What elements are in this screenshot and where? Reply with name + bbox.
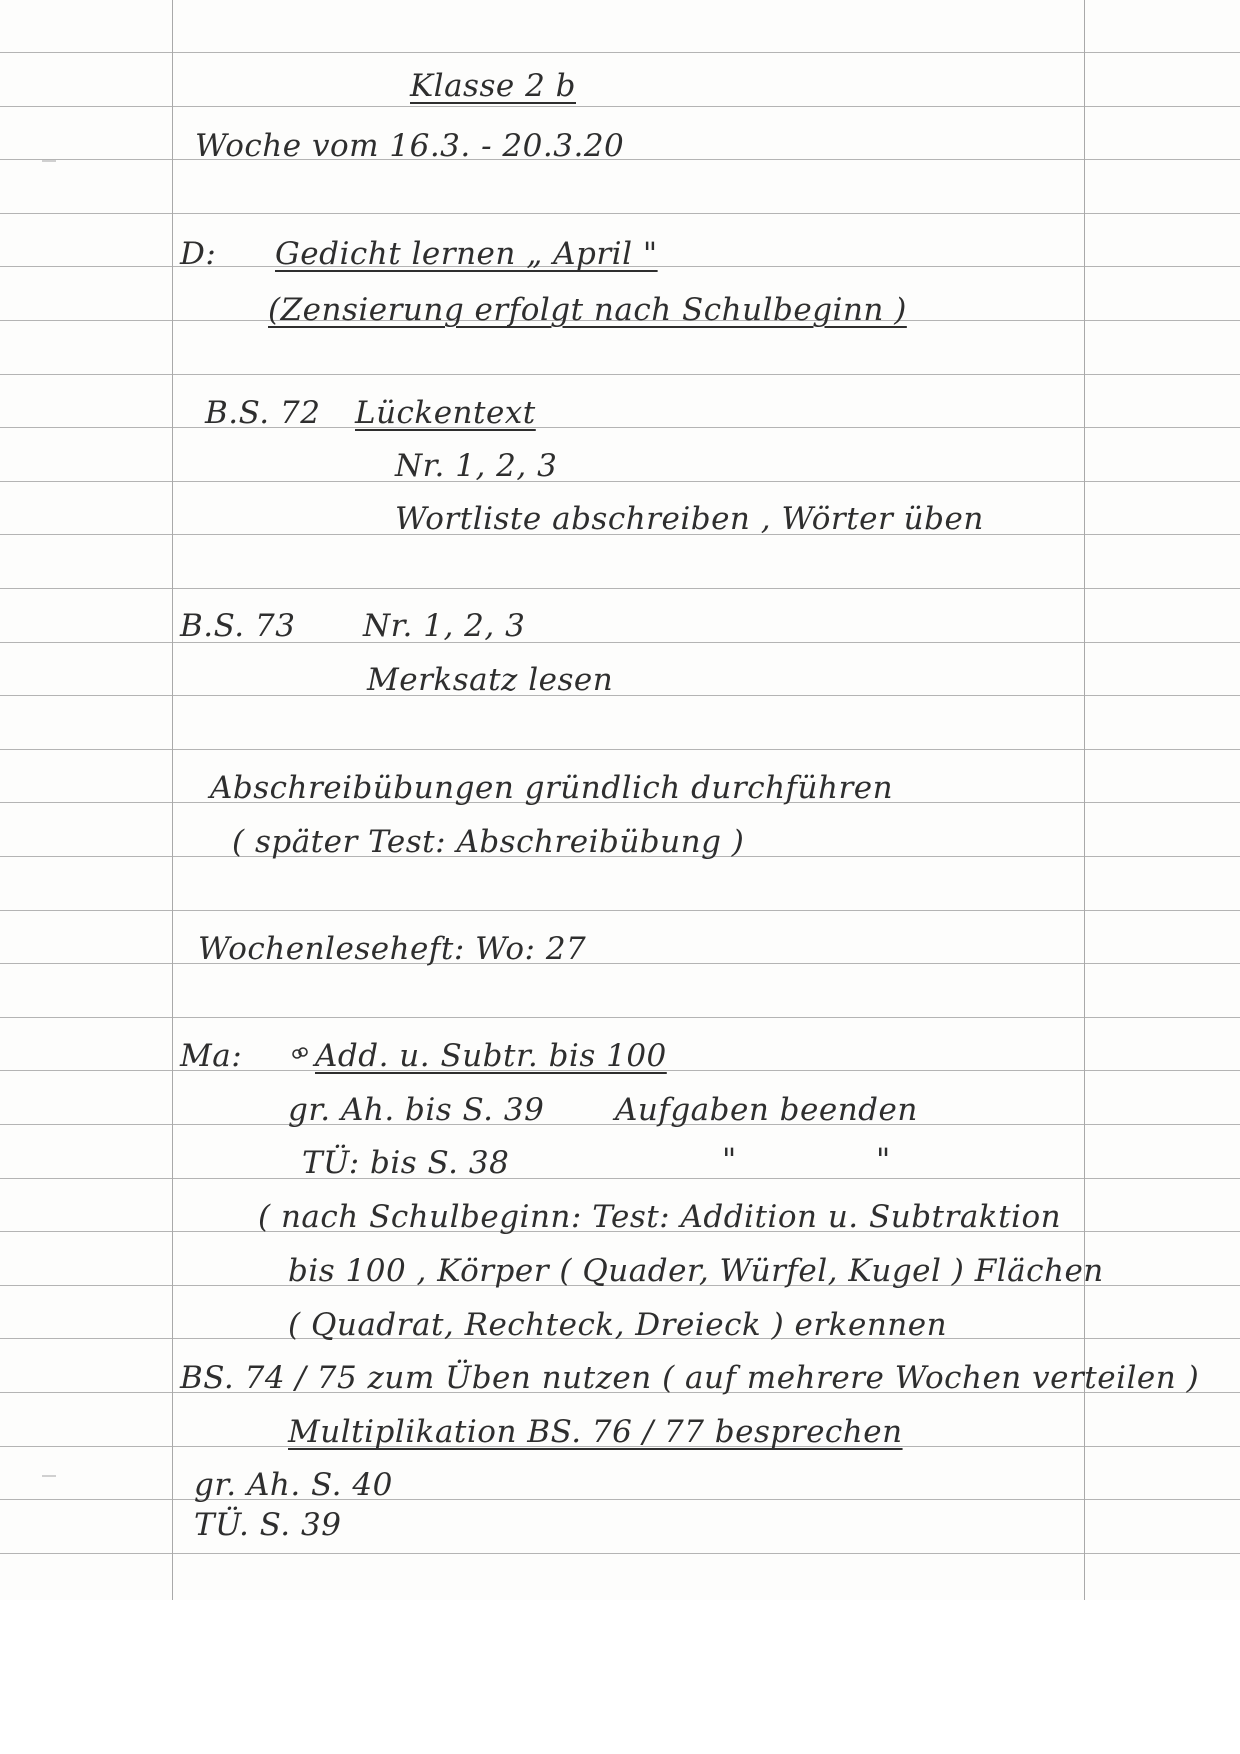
gr-ah-task: Aufgaben beenden [615, 1092, 918, 1128]
ruled-line [0, 106, 1240, 107]
math-topic: Add. u. Subtr. bis 100 [315, 1038, 667, 1074]
bs-practice-line: BS. 74 / 75 zum Üben nutzen ( auf mehrere Wochen verteilen ) [180, 1360, 1200, 1396]
ruled-line [0, 213, 1240, 214]
copy-test-note: ( später Test: Abschreibübung ) [232, 824, 745, 860]
ruled-line [0, 427, 1240, 428]
scribbled-mark [292, 1043, 308, 1061]
poem-task: Gedicht lernen „ April " [275, 236, 658, 272]
left-margin-line [172, 0, 173, 1600]
ruled-line [0, 1017, 1240, 1018]
ruled-line [0, 963, 1240, 964]
ditto-mark: " [722, 1142, 737, 1178]
gr-ah-40: gr. Ah. S. 40 [194, 1467, 393, 1503]
punch-hole-mark [42, 1475, 56, 1477]
multiplication-line: Multiplikation BS. 76 / 77 besprechen [288, 1414, 903, 1450]
copy-exercises: Abschreibübungen gründlich durchführen [210, 770, 894, 806]
bs72-task: Lückentext [355, 395, 536, 431]
ditto-mark: " [876, 1142, 891, 1178]
bs73-ref: B.S. 73 [180, 608, 296, 644]
deutsch-heading: D: [180, 236, 217, 272]
reading-booklet: Wochenleseheft: Wo: 27 [198, 931, 587, 967]
page-title: Klasse 2 b [410, 68, 576, 104]
test-note-line2: bis 100 , Körper ( Quader, Würfel, Kugel ) Flächen [288, 1253, 1104, 1289]
ruled-line [0, 1499, 1240, 1500]
mathe-heading: Ma: [180, 1038, 243, 1074]
ruled-line [0, 1178, 1240, 1179]
poem-note: (Zensierung erfolgt nach Schulbeginn ) [268, 292, 907, 328]
ruled-line [0, 695, 1240, 696]
ruled-line [0, 481, 1240, 482]
gr-ah-range: gr. Ah. bis S. 39 [288, 1092, 545, 1128]
bs73-numbers: Nr. 1, 2, 3 [363, 608, 526, 644]
bs72-wordlist: Wortliste abschreiben , Wörter üben [395, 501, 984, 537]
ruled-line [0, 588, 1240, 589]
bs72-ref: B.S. 72 [205, 395, 321, 431]
tu-range: TÜ: bis S. 38 [302, 1145, 510, 1181]
ruled-line [0, 374, 1240, 375]
bs73-read: Merksatz lesen [367, 662, 614, 698]
tu-39: TÜ. S. 39 [194, 1507, 342, 1543]
bs72-numbers: Nr. 1, 2, 3 [395, 448, 558, 484]
punch-hole-mark [42, 160, 56, 162]
ruled-line [0, 749, 1240, 750]
ruled-line [0, 910, 1240, 911]
page-bottom-blank [0, 1600, 1240, 1754]
ruled-line [0, 1553, 1240, 1554]
week-line: Woche vom 16.3. - 20.3.20 [195, 128, 625, 164]
ruled-line [0, 52, 1240, 53]
test-note-line1: ( nach Schulbeginn: Test: Addition u. Subtraktion [258, 1199, 1062, 1235]
test-note-line3: ( Quadrat, Rechteck, Dreieck ) erkennen [288, 1307, 948, 1343]
